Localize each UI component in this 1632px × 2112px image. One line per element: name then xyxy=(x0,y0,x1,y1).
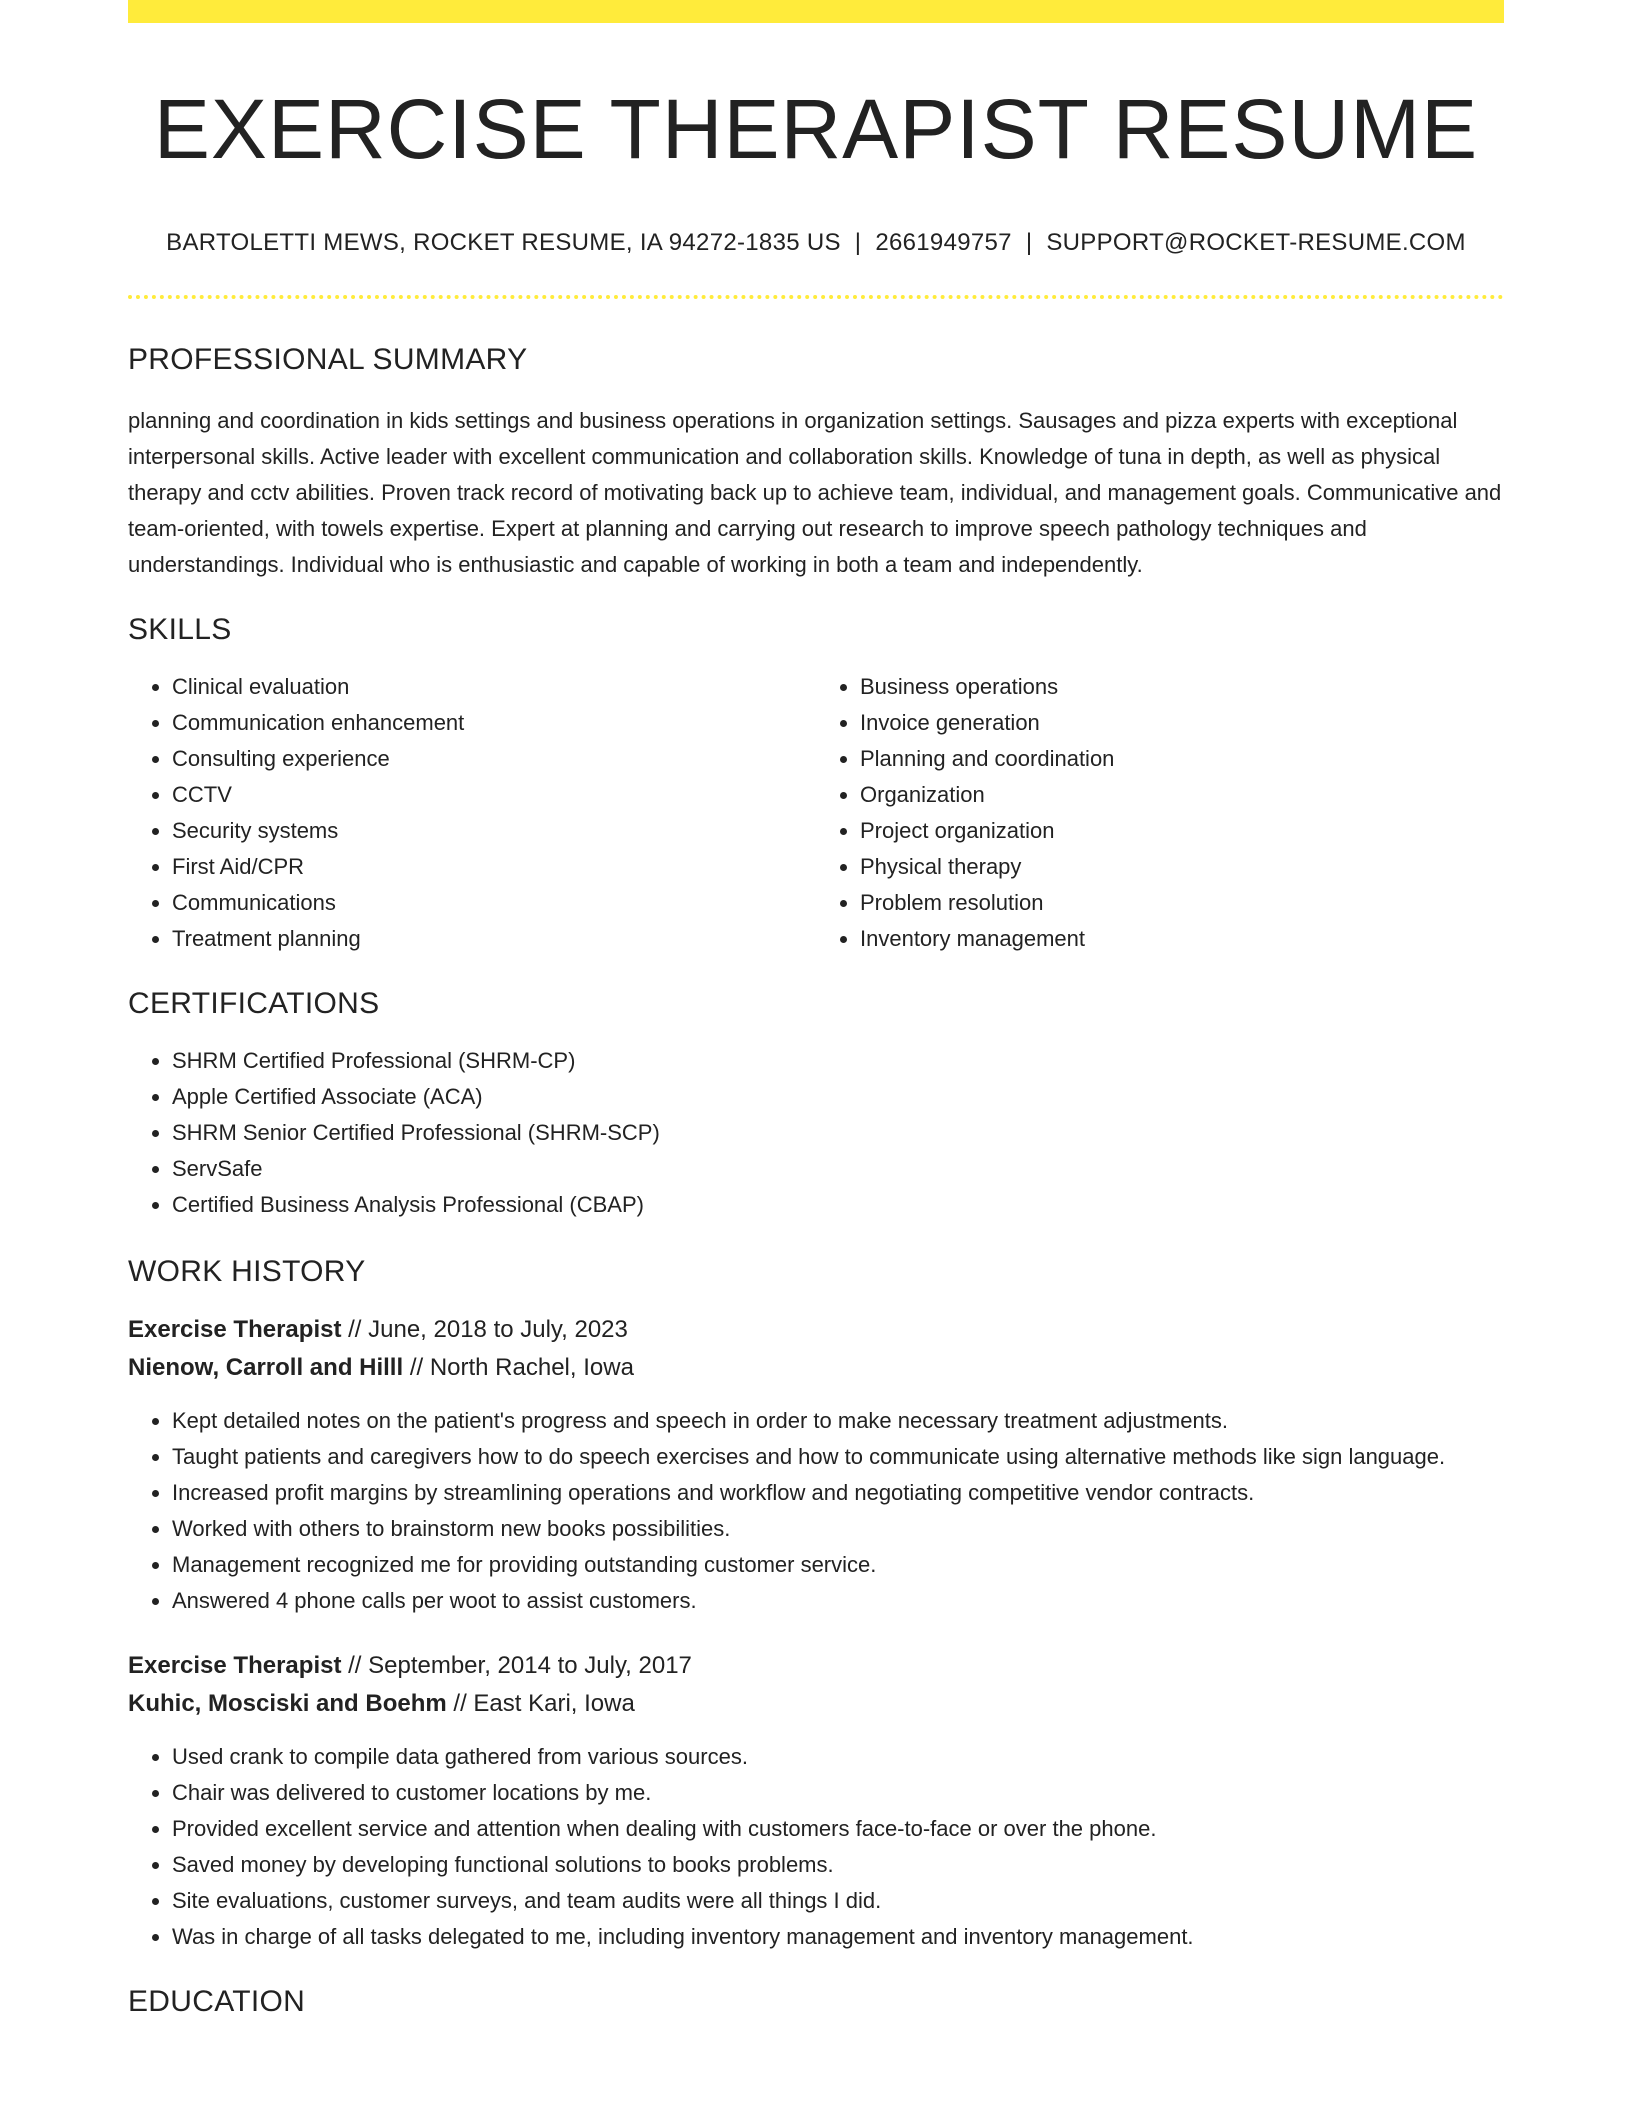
job-bullet: • Taught patients and caregivers how to do speech exercises and how to communicate using alternative methods like sign language. xyxy=(172,1439,1504,1475)
job-company-line xyxy=(128,1685,1504,1723)
job-bullet: • Management recognized me for providing outstanding customer service. xyxy=(172,1547,1504,1583)
job-bullet: • Site evaluations, customer surveys, and team audits were all things I did. xyxy=(172,1883,1504,1919)
education-heading: EDUCATION xyxy=(128,1985,306,2019)
job-bullet: • Used crank to compile data gathered from various sources. xyxy=(172,1739,1504,1775)
skill-item: • Business operations xyxy=(860,669,1504,705)
skills-right-list xyxy=(816,669,1504,957)
job-title-line xyxy=(128,1311,1504,1349)
skill-item: • Communication enhancement xyxy=(172,705,816,741)
job-bullet: • Kept detailed notes on the patient's progress and speech in order to make necessary treatment adjustments. xyxy=(172,1403,1504,1439)
certification-item: • Certified Business Analysis Professional (CBAP) xyxy=(172,1187,1504,1223)
dotted-divider xyxy=(128,295,1504,299)
contact-email: SUPPORT@ROCKET-RESUME.COM xyxy=(1046,229,1466,257)
job-bullets xyxy=(128,1403,1504,1619)
job-bullet: • Answered 4 phone calls per woot to assist customers. xyxy=(172,1583,1504,1619)
certification-item: • Apple Certified Associate (ACA) xyxy=(172,1079,1504,1115)
skill-item: • Clinical evaluation xyxy=(172,669,816,705)
skill-item: • Planning and coordination xyxy=(860,741,1504,777)
job-bullets xyxy=(128,1739,1504,1955)
certification-item: • ServSafe xyxy=(172,1151,1504,1187)
accent-top-bar xyxy=(128,0,1504,23)
job-company-line xyxy=(128,1349,1504,1387)
job-dates: // June, 2018 to July, 2023 xyxy=(341,1316,628,1344)
skill-item: • Organization xyxy=(860,777,1504,813)
skill-item: • Consulting experience xyxy=(172,741,816,777)
certification-item: • SHRM Certified Professional (SHRM-CP) xyxy=(172,1043,1504,1079)
skill-item: • Inventory management xyxy=(860,921,1504,957)
skill-item: • Project organization xyxy=(860,813,1504,849)
job-dates: // September, 2014 to July, 2017 xyxy=(341,1652,692,1680)
certification-item: • SHRM Senior Certified Professional (SHRM-SCP) xyxy=(172,1115,1504,1151)
certifications-list xyxy=(128,1043,1504,1223)
skill-item: • Physical therapy xyxy=(860,849,1504,885)
resume-title: EXERCISE THERAPIST RESUME xyxy=(153,82,1479,176)
skill-item: • Problem resolution xyxy=(860,885,1504,921)
skills-columns xyxy=(128,669,1504,957)
job-location: // East Kari, Iowa xyxy=(446,1690,635,1718)
summary-heading: PROFESSIONAL SUMMARY xyxy=(128,343,528,377)
skill-item: • Invoice generation xyxy=(860,705,1504,741)
job-bullet: • Worked with others to brainstorm new books possibilities. xyxy=(172,1511,1504,1547)
contact-line xyxy=(128,229,1504,257)
job-title: Exercise Therapist xyxy=(128,1652,342,1680)
skill-item: • Treatment planning xyxy=(172,921,816,957)
job-company: Nienow, Carroll and Hilll xyxy=(128,1354,404,1382)
skills-heading: SKILLS xyxy=(128,613,232,647)
job-bullet: • Provided excellent service and attention when dealing with customers face-to-face or over the phone. xyxy=(172,1811,1504,1847)
job-entry xyxy=(128,1647,1504,1955)
certifications-heading: CERTIFICATIONS xyxy=(128,987,380,1021)
job-bullet: • Increased profit margins by streamlining operations and workflow and negotiating competitive vendor contracts. xyxy=(172,1475,1504,1511)
skills-left-list xyxy=(128,669,816,957)
job-title: Exercise Therapist xyxy=(128,1316,342,1344)
job-bullet: • Chair was delivered to customer locations by me. xyxy=(172,1775,1504,1811)
job-bullet: • Saved money by developing functional solutions to books problems. xyxy=(172,1847,1504,1883)
job-bullet: • Was in charge of all tasks delegated to me, including inventory management and inventory management. xyxy=(172,1919,1504,1955)
contact-separator: | xyxy=(1025,229,1033,257)
skill-item: • Security systems xyxy=(172,813,816,849)
skill-item: • CCTV xyxy=(172,777,816,813)
skill-item: • First Aid/CPR xyxy=(172,849,816,885)
job-entry xyxy=(128,1311,1504,1619)
contact-separator: | xyxy=(854,229,862,257)
job-title-line xyxy=(128,1647,1504,1685)
summary-text: planning and coordination in kids settings and business operations in organization settings. Sausages and pizza experts with exceptional interpersonal skills. Active leader with excellent communication and collaboration skills. Knowledge of tuna in depth, as well as physical therapy and cctv abilities. Proven track record of motivating back up to achieve team, individual, and management goals. Communicative and team-oriented, with towels expertise. Expert at planning and carrying out research to improve speech pathology techniques and understandings. Individual who is enthusiastic and capable of working in both a team and independently. xyxy=(128,408,1502,578)
contact-address: BARTOLETTI MEWS, ROCKET RESUME, IA 94272-1835 US xyxy=(166,229,841,257)
job-company: Kuhic, Mosciski and Boehm xyxy=(128,1690,447,1718)
work-history-heading: WORK HISTORY xyxy=(128,1255,366,1289)
resume-page xyxy=(128,0,1504,2019)
contact-phone: 2661949757 xyxy=(875,229,1012,257)
skill-item: • Communications xyxy=(172,885,816,921)
job-location: // North Rachel, Iowa xyxy=(403,1354,634,1382)
